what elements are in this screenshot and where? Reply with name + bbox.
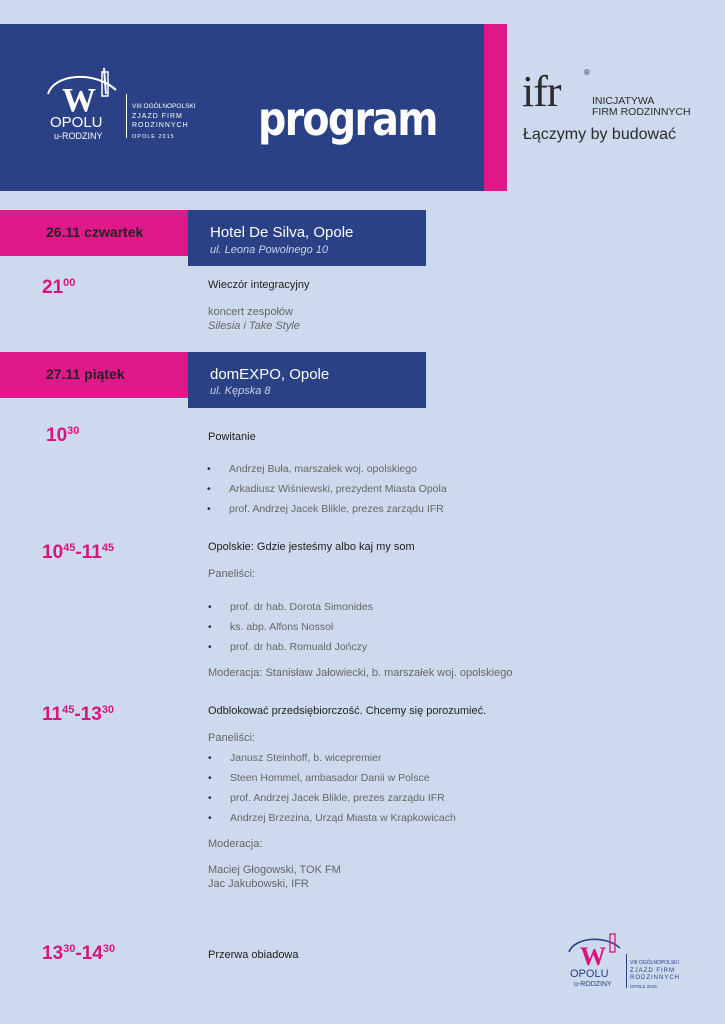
logo-line-1: VIII OGÓLNOPOLSKI [630,960,679,966]
logo-line-3: RODZINNYCH [132,122,189,129]
ifr-sub-1: INICJATYWA [592,95,655,107]
ifr-mark: ifr [522,67,561,116]
day-label: 26.11 czwartek [46,224,144,240]
logo-rodziny: u-RODZINY [574,981,612,988]
logo-w: W [580,942,606,971]
day-label: 27.11 piątek [46,366,125,382]
event-time: $21^{00}$ [42,277,76,298]
event-text: koncert zespołów [208,306,293,318]
logo-line-4: OPOLE 2015 [132,134,175,140]
panel-label: Paneliści: [208,732,256,744]
logo-w: W [62,82,96,119]
logo-divider [126,94,127,138]
list-item: • prof. Andrzej Jacek Blikle, prezes zarządu IFR [208,792,445,804]
list-item: • Janusz Steinhoff, b. wicepremier [208,752,382,764]
list-item: • prof. dr hab. Romuald Jończy [208,641,368,653]
event-title: Powitanie [208,431,256,443]
list-item: • ks. abp. Alfons Nossol [208,621,334,633]
page-title: program [258,92,437,146]
ifr-registered-mark: ® [584,68,590,77]
moderator-name: Maciej Głogowski, TOK FM [208,864,341,876]
logo-line-2: ZJAZD FIRM [132,113,183,120]
logo-opolu: OPOLU [570,968,609,980]
list-item: • Andrzej Brzezina, Urząd Miasta w Krapkowicach [208,812,456,824]
list-item: • Andrzej Buła, marszałek woj. opolskiego [207,463,417,475]
venue-address: ul. Leona Powolnego 10 [210,244,329,256]
event-time: $13^{30}-14^{30}$ [42,943,116,964]
ifr-motto: Łączymy by budować [523,126,676,143]
event-time: $11^{45}-13^{30}$ [42,704,115,725]
list-item: • Steen Hommel, ambasador Danii w Polsce [208,772,430,784]
event-title: Odblokować przedsiębiorczość. Chcemy się porozumieć. [208,705,487,717]
event-title: Przerwa obiadowa [208,949,299,961]
logo-line-3: RODZINNYCH [630,975,680,981]
ifr-sub-2: FIRM RODZINNYCH [592,106,691,118]
moderator-name: Jac Jakubowski, IFR [208,878,309,890]
moderation-label: Moderacja: [208,838,263,850]
logo-divider [626,954,627,988]
ifr-logo [518,66,694,156]
event-text: Silesia i Take Style [208,320,300,332]
list-item: • prof. Andrzej Jacek Blikle, prezes zarządu IFR [207,503,444,515]
logo-opolu: OPOLU [50,114,103,131]
venue-address: ul. Kępska 8 [210,385,271,397]
panel-label: Paneliści: [208,568,256,580]
logo-line-1: VIII OGÓLNOPOLSKI [132,103,196,110]
logo-line-2: ZJAZD FIRM [630,968,675,974]
list-item: • prof. dr hab. Dorota Simonides [208,601,373,613]
header-accent-strip [484,24,507,191]
venue-name: Hotel De Silva, Opole [210,224,354,241]
list-item: • Arkadiusz Wiśniewski, prezydent Miasta Opola [207,483,447,495]
logo-rodziny: u-RODZINY [54,131,103,141]
event-title: Opolskie: Gdzie jesteśmy albo kaj my som [208,541,415,553]
event-time: $10^{30}$ [46,425,80,446]
event-logo-footer [566,930,696,992]
event-title: Wieczór integracyjny [208,279,310,291]
event-time: $10^{45}-11^{45}$ [42,542,115,563]
event-logo [44,64,204,144]
logo-line-4: OPOLE 2015 [630,984,657,989]
venue-name: domEXPO, Opole [210,366,330,383]
moderation-text: Moderacja: Stanisław Jałowiecki, b. marszałek woj. opolskiego [208,667,513,679]
